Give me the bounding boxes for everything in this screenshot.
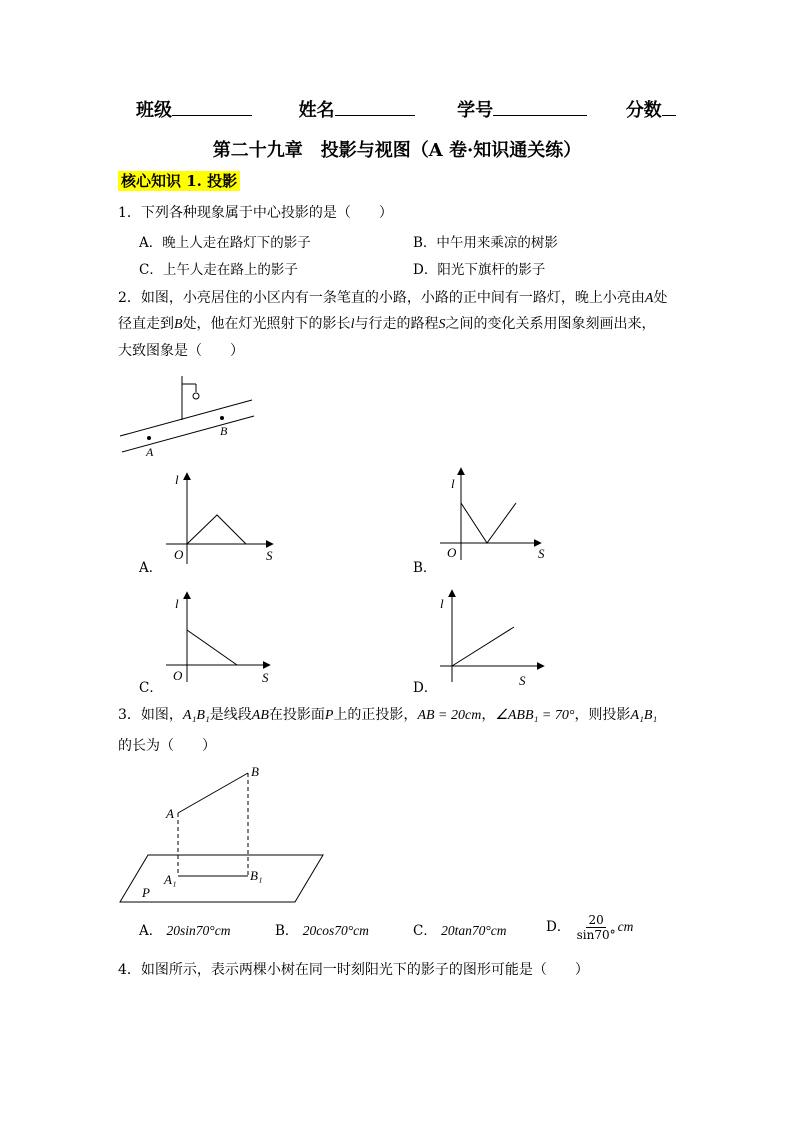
class-label: 班级 bbox=[136, 100, 172, 121]
q2-graph-a[interactable] bbox=[160, 468, 280, 568]
q2-option-b[interactable]: B． bbox=[413, 560, 437, 576]
q2-graph-c[interactable] bbox=[160, 588, 280, 688]
svg-text:l: l bbox=[451, 476, 455, 491]
section-heading: 核心知识 1. 投影 bbox=[118, 171, 240, 191]
point-a bbox=[147, 436, 151, 440]
label-a: A bbox=[146, 445, 154, 459]
segment-ab bbox=[178, 773, 248, 813]
q2-option-c[interactable]: C． bbox=[139, 680, 163, 696]
q2-graph-d[interactable] bbox=[434, 584, 554, 688]
fraction: $\frac{20}{\sin 70^\circ}$ bbox=[576, 913, 616, 942]
score-blank[interactable] bbox=[662, 97, 676, 116]
score-label: 分数 bbox=[625, 100, 662, 121]
q3-projection-figure bbox=[118, 760, 328, 908]
page-title: 第二十九章 投影与视图（A 卷·知识通关练） bbox=[212, 140, 582, 161]
q3-option-a[interactable]: A． 20sin70°cm bbox=[139, 923, 231, 939]
road-edge-top bbox=[120, 400, 252, 436]
q1-stem: 1．下列各种现象属于中心投影的是（ ） bbox=[118, 205, 393, 221]
q3-option-c[interactable]: C． 20tan70°cm bbox=[413, 923, 507, 939]
id-blank[interactable] bbox=[493, 97, 587, 116]
svg-text:O: O bbox=[174, 547, 184, 562]
point-b bbox=[220, 416, 224, 420]
lamp-bulb-icon bbox=[193, 393, 199, 399]
q3-line2: 的长为（ ） bbox=[118, 738, 216, 754]
q1-option-c[interactable]: C．上午人走在路上的影子 bbox=[139, 262, 298, 278]
q1-option-d[interactable]: D．阳光下旗杆的影子 bbox=[413, 262, 546, 278]
svg-text:B₁: B₁ bbox=[250, 868, 263, 883]
name-label: 姓名 bbox=[298, 100, 335, 121]
svg-text:l: l bbox=[175, 596, 179, 611]
svg-text:S: S bbox=[538, 546, 545, 561]
svg-text:l: l bbox=[175, 472, 179, 487]
svg-text:S: S bbox=[519, 673, 526, 688]
q2-line3: 大致图象是（ ） bbox=[118, 343, 244, 359]
q2-line2: 径直走到B处，他在灯光照射下的影长l与行走的路程S之间的变化关系用图象刻画出来， bbox=[118, 316, 656, 332]
id-label: 学号 bbox=[457, 100, 494, 121]
q2-graph-b[interactable] bbox=[434, 462, 554, 562]
svg-text:l: l bbox=[440, 596, 444, 611]
q3-option-d[interactable]: D． $\frac{20}{\sin 70^\circ}$ cm bbox=[546, 913, 634, 942]
header-fields bbox=[136, 96, 676, 122]
q2-option-d[interactable]: D． bbox=[413, 680, 438, 696]
graph-d-curve bbox=[452, 627, 514, 666]
svg-text:S: S bbox=[262, 670, 269, 685]
q3-line1: 3．如图，A₁B₁是线段AB在投影面P上的正投影，AB = 20cm，∠ABB₁ = 70°，则投影A₁B₁ bbox=[118, 707, 658, 723]
svg-text:O: O bbox=[447, 545, 457, 560]
name-blank[interactable] bbox=[335, 97, 415, 116]
svg-text:S: S bbox=[266, 548, 273, 563]
class-blank[interactable] bbox=[172, 97, 252, 116]
road-edge-bottom bbox=[122, 416, 254, 452]
graph-a-curve bbox=[187, 515, 246, 544]
q2-line1: 2．如图，小亮居住的小区内有一条笔直的小路，小路的正中间有一路灯，晚上小亮由A处 bbox=[118, 290, 668, 306]
svg-text:B: B bbox=[251, 764, 259, 779]
svg-text:O: O bbox=[173, 668, 183, 683]
q4-stem: 4．如图所示，表示两棵小树在同一时刻阳光下的影子的图形可能是（ ） bbox=[118, 962, 589, 978]
q1-option-b[interactable]: B．中午用来乘凉的树影 bbox=[413, 235, 558, 251]
svg-text:A: A bbox=[166, 806, 174, 821]
plane-p bbox=[120, 855, 323, 902]
q1-option-a[interactable]: A．晚上人走在路灯下的影子 bbox=[139, 235, 311, 251]
q2-option-a[interactable]: A． bbox=[139, 560, 163, 576]
svg-text:P: P bbox=[142, 885, 150, 900]
q3-option-b[interactable]: B． 20cos70°cm bbox=[275, 923, 369, 939]
graph-b-curve bbox=[461, 503, 516, 543]
q2-road-figure bbox=[118, 370, 258, 462]
graph-c-curve bbox=[187, 630, 237, 665]
label-b: B bbox=[220, 424, 228, 438]
svg-text:A₁: A₁ bbox=[164, 872, 177, 887]
